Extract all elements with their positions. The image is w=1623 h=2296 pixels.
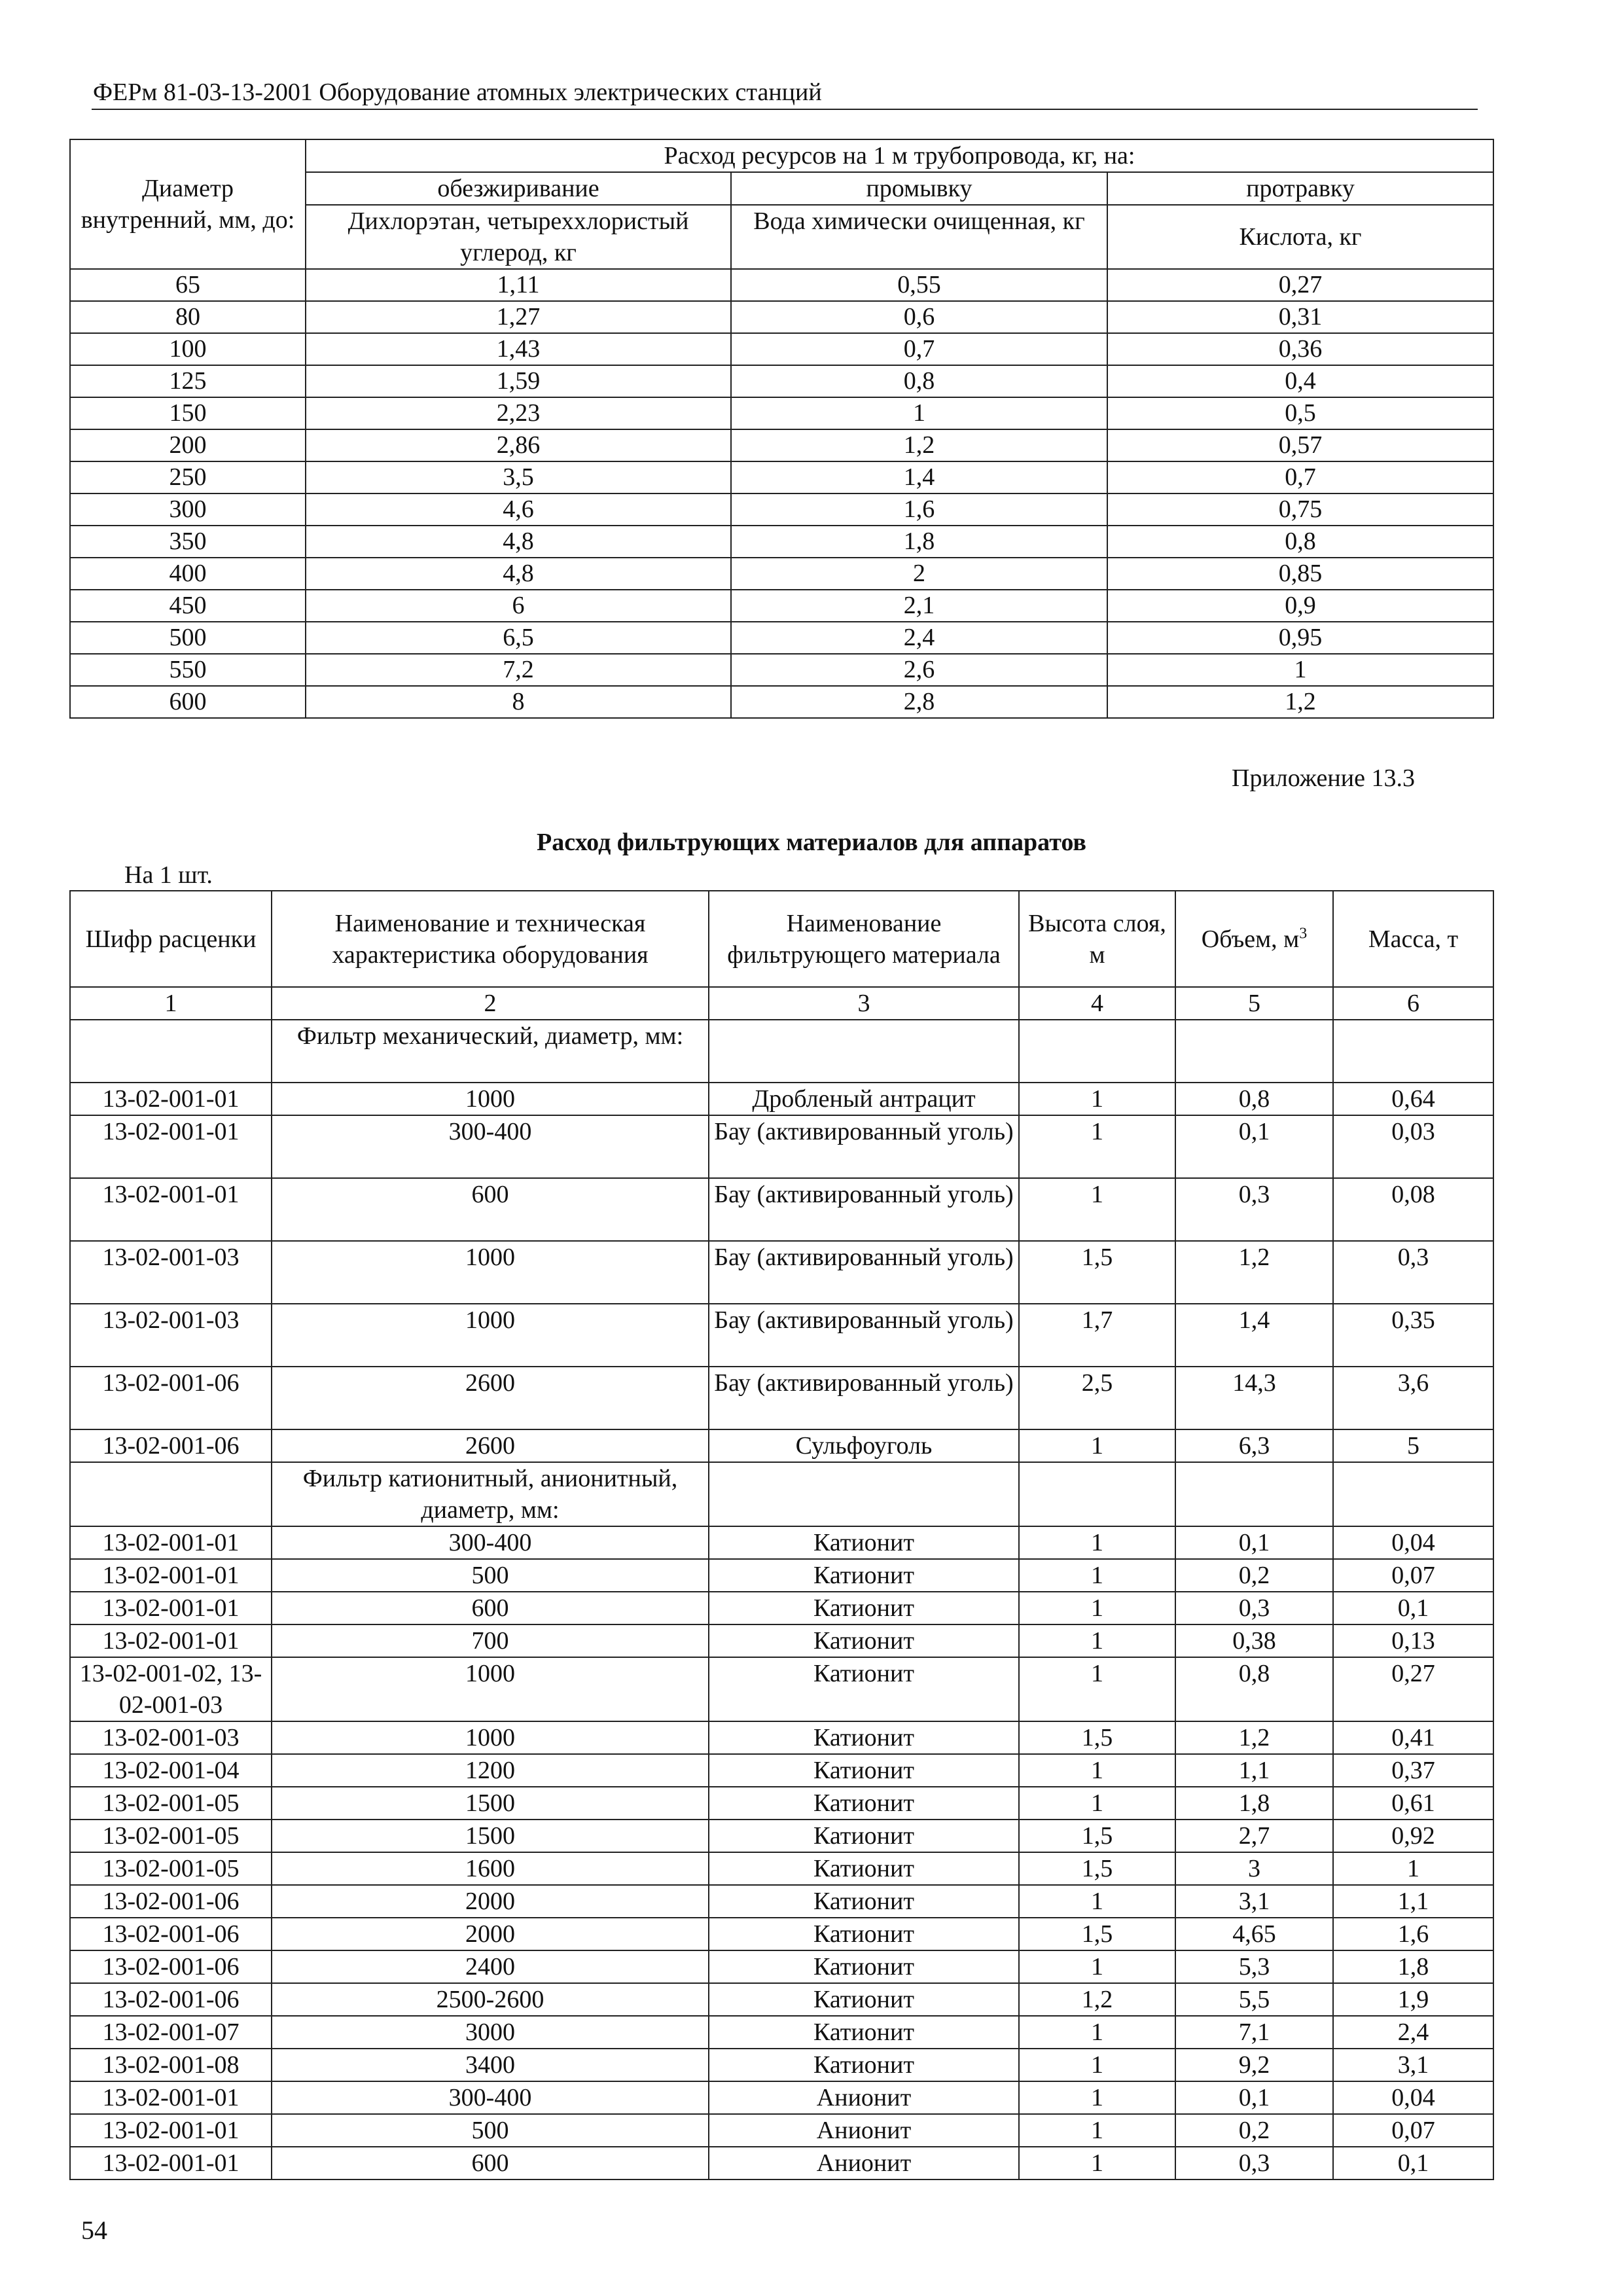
empty-cell bbox=[1019, 1462, 1175, 1526]
cell-volume: 0,2 bbox=[1175, 2114, 1333, 2147]
cell-degreasing: 1,27 bbox=[306, 301, 731, 333]
cell-material: Катионит bbox=[709, 1592, 1019, 1624]
cell-code: 13-02-001-03 bbox=[70, 1721, 272, 1754]
cell-code: 13-02-001-01 bbox=[70, 1559, 272, 1592]
table-row bbox=[70, 1367, 1493, 1429]
cell-degreasing: 4,8 bbox=[306, 526, 731, 558]
cell-height: 1,5 bbox=[1019, 1852, 1175, 1885]
table-row bbox=[70, 2016, 1493, 2049]
cell-degreasing: 4,8 bbox=[306, 558, 731, 590]
cell-mass: 2,4 bbox=[1333, 2016, 1493, 2049]
table-row bbox=[70, 1241, 1493, 1304]
cell-code: 13-02-001-01 bbox=[70, 1526, 272, 1559]
cell-material: Катионит bbox=[709, 1657, 1019, 1721]
cell-mass: 0,64 bbox=[1333, 1083, 1493, 1115]
cell-degreasing: 7,2 bbox=[306, 654, 731, 686]
cell-mass: 0,13 bbox=[1333, 1624, 1493, 1657]
cell-volume: 5,3 bbox=[1175, 1950, 1333, 1983]
cell-material: Катионит bbox=[709, 1950, 1019, 1983]
cell-material: Катионит bbox=[709, 1885, 1019, 1918]
cell-degreasing: 6,5 bbox=[306, 622, 731, 654]
cell-material: Бау (активированный уголь) bbox=[709, 1304, 1019, 1367]
cell-degreasing: 4,6 bbox=[306, 493, 731, 526]
cell-code: 13-02-001-01 bbox=[70, 1083, 272, 1115]
cell-etching: 0,5 bbox=[1107, 397, 1493, 429]
cell-height: 2,5 bbox=[1019, 1367, 1175, 1429]
table-row bbox=[70, 590, 1493, 622]
cell-flushing: 0,6 bbox=[731, 301, 1107, 333]
cell-degreasing: 3,5 bbox=[306, 461, 731, 493]
cell-height: 1,5 bbox=[1019, 1241, 1175, 1304]
cell-etching: 1,2 bbox=[1107, 686, 1493, 718]
cell-material: Бау (активированный уголь) bbox=[709, 1241, 1019, 1304]
cell-material: Катионит bbox=[709, 2049, 1019, 2081]
cell-material: Катионит bbox=[709, 1918, 1019, 1950]
cell-volume: 0,3 bbox=[1175, 1592, 1333, 1624]
cell-mass: 0,04 bbox=[1333, 2081, 1493, 2114]
filter-materials-title: Расход фильтрующих материалов для аппаратов bbox=[537, 829, 1086, 856]
table-row bbox=[70, 1624, 1493, 1657]
cell-name: 700 bbox=[272, 1624, 709, 1657]
cell-diameter: 350 bbox=[70, 526, 306, 558]
table-row bbox=[70, 397, 1493, 429]
cell-degreasing: 8 bbox=[306, 686, 731, 718]
running-header: ФЕРм 81-03-13-2001 Оборудование атомных электрических станций bbox=[93, 79, 822, 106]
cell-height: 1 bbox=[1019, 1624, 1175, 1657]
cell-mass: 0,37 bbox=[1333, 1754, 1493, 1787]
col-header-etching: протравку bbox=[1107, 172, 1493, 205]
cell-mass: 5 bbox=[1333, 1429, 1493, 1462]
cell-name: 300-400 bbox=[272, 2081, 709, 2114]
cell-name: 2000 bbox=[272, 1885, 709, 1918]
cell-height: 1,2 bbox=[1019, 1983, 1175, 2016]
filter-materials-table-body bbox=[70, 1020, 1493, 2179]
cell-diameter: 550 bbox=[70, 654, 306, 686]
cell-flushing: 2,4 bbox=[731, 622, 1107, 654]
col-header-code: Шифр расценки bbox=[70, 891, 272, 987]
cell-material: Анионит bbox=[709, 2147, 1019, 2179]
empty-cell bbox=[1333, 1020, 1493, 1083]
col-number-1: 1 bbox=[70, 987, 272, 1020]
col-header-flushing-material: Вода химически очищенная, кг bbox=[731, 205, 1107, 269]
cell-height: 1 bbox=[1019, 2114, 1175, 2147]
table-row bbox=[70, 558, 1493, 590]
cell-code: 13-02-001-01 bbox=[70, 1115, 272, 1178]
cell-material: Бау (активированный уголь) bbox=[709, 1178, 1019, 1241]
table-row bbox=[70, 429, 1493, 461]
cell-code: 13-02-001-04 bbox=[70, 1754, 272, 1787]
cell-code: 13-02-001-06 bbox=[70, 1429, 272, 1462]
cell-flushing: 2 bbox=[731, 558, 1107, 590]
cell-mass: 0,1 bbox=[1333, 2147, 1493, 2179]
cell-degreasing: 6 bbox=[306, 590, 731, 622]
cell-diameter: 150 bbox=[70, 397, 306, 429]
cell-diameter: 600 bbox=[70, 686, 306, 718]
table-row bbox=[70, 1754, 1493, 1787]
cell-mass: 0,3 bbox=[1333, 1241, 1493, 1304]
cell-height: 1 bbox=[1019, 1429, 1175, 1462]
table-row bbox=[70, 1885, 1493, 1918]
cell-code: 13-02-001-03 bbox=[70, 1304, 272, 1367]
cell-code: 13-02-001-01 bbox=[70, 2114, 272, 2147]
col-header-degreasing: обезжиривание bbox=[306, 172, 731, 205]
table-row bbox=[70, 1304, 1493, 1367]
cell-diameter: 125 bbox=[70, 365, 306, 397]
cell-height: 1,5 bbox=[1019, 1918, 1175, 1950]
cell-etching: 0,95 bbox=[1107, 622, 1493, 654]
unit-note: На 1 шт. bbox=[124, 861, 213, 889]
section-row bbox=[70, 1462, 1493, 1526]
cell-degreasing: 2,86 bbox=[306, 429, 731, 461]
cell-material: Катионит bbox=[709, 1721, 1019, 1754]
cell-mass: 0,35 bbox=[1333, 1304, 1493, 1367]
table-row bbox=[70, 461, 1493, 493]
cell-volume: 7,1 bbox=[1175, 2016, 1333, 2049]
empty-cell bbox=[709, 1462, 1019, 1526]
cell-mass: 1,8 bbox=[1333, 1950, 1493, 1983]
cell-name: 500 bbox=[272, 1559, 709, 1592]
cell-height: 1,5 bbox=[1019, 1820, 1175, 1852]
cell-name: 2000 bbox=[272, 1918, 709, 1950]
cell-name: 1000 bbox=[272, 1304, 709, 1367]
table-row bbox=[70, 365, 1493, 397]
cell-diameter: 250 bbox=[70, 461, 306, 493]
cell-name: 600 bbox=[272, 1592, 709, 1624]
cell-flushing: 0,8 bbox=[731, 365, 1107, 397]
cell-volume: 9,2 bbox=[1175, 2049, 1333, 2081]
col-number-2: 2 bbox=[272, 987, 709, 1020]
cell-volume: 1,1 bbox=[1175, 1754, 1333, 1787]
cell-volume: 1,8 bbox=[1175, 1787, 1333, 1820]
pipeline-resource-table bbox=[69, 139, 1494, 719]
cell-mass: 1,9 bbox=[1333, 1983, 1493, 2016]
cell-code: 13-02-001-03 bbox=[70, 1241, 272, 1304]
header-rule bbox=[92, 109, 1478, 110]
cell-height: 1 bbox=[1019, 1592, 1175, 1624]
cell-material: Катионит bbox=[709, 1526, 1019, 1559]
cell-height: 1,7 bbox=[1019, 1304, 1175, 1367]
cell-etching: 0,57 bbox=[1107, 429, 1493, 461]
empty-cell bbox=[1175, 1462, 1333, 1526]
page-number: 54 bbox=[81, 2215, 107, 2245]
empty-cell bbox=[709, 1020, 1019, 1083]
cell-material: Катионит bbox=[709, 1983, 1019, 2016]
cell-volume: 2,7 bbox=[1175, 1820, 1333, 1852]
col-header-resources: Расход ресурсов на 1 м трубопровода, кг, на: bbox=[306, 139, 1493, 172]
table-row bbox=[70, 654, 1493, 686]
cell-etching: 0,8 bbox=[1107, 526, 1493, 558]
cell-flushing: 2,1 bbox=[731, 590, 1107, 622]
col-header-volume bbox=[1175, 891, 1333, 987]
cell-etching: 0,7 bbox=[1107, 461, 1493, 493]
cell-material: Бау (активированный уголь) bbox=[709, 1367, 1019, 1429]
cell-height: 1 bbox=[1019, 1178, 1175, 1241]
cell-etching: 0,85 bbox=[1107, 558, 1493, 590]
cell-material: Катионит bbox=[709, 1820, 1019, 1852]
table-row bbox=[70, 1592, 1493, 1624]
cell-name: 2600 bbox=[272, 1367, 709, 1429]
cell-height: 1 bbox=[1019, 1115, 1175, 1178]
table-row bbox=[70, 2114, 1493, 2147]
cell-code: 13-02-001-06 bbox=[70, 1983, 272, 2016]
cell-code: 13-02-001-05 bbox=[70, 1820, 272, 1852]
cell-code: 13-02-001-06 bbox=[70, 1367, 272, 1429]
table-row bbox=[70, 1950, 1493, 1983]
cell-mass: 1 bbox=[1333, 1852, 1493, 1885]
cell-material: Анионит bbox=[709, 2114, 1019, 2147]
col-header-degreasing-material: Дихлорэтан, четыреххлористый углерод, кг bbox=[306, 205, 731, 269]
empty-cell bbox=[70, 1020, 272, 1083]
table-row bbox=[70, 1852, 1493, 1885]
cell-mass: 0,04 bbox=[1333, 1526, 1493, 1559]
cell-flushing: 1,4 bbox=[731, 461, 1107, 493]
cell-diameter: 300 bbox=[70, 493, 306, 526]
cell-material: Анионит bbox=[709, 2081, 1019, 2114]
appendix-label: Приложение 13.3 bbox=[1232, 764, 1415, 792]
cell-etching: 0,31 bbox=[1107, 301, 1493, 333]
cell-flushing: 1,2 bbox=[731, 429, 1107, 461]
col-header-diameter: Диаметр внутренний, мм, до: bbox=[70, 139, 306, 269]
cell-flushing: 1 bbox=[731, 397, 1107, 429]
cell-height: 1 bbox=[1019, 1787, 1175, 1820]
cell-name: 600 bbox=[272, 2147, 709, 2179]
cell-material: Дробленый антрацит bbox=[709, 1083, 1019, 1115]
cell-code: 13-02-001-05 bbox=[70, 1787, 272, 1820]
cell-code: 13-02-001-08 bbox=[70, 2049, 272, 2081]
table-row bbox=[70, 2049, 1493, 2081]
cell-code: 13-02-001-01 bbox=[70, 1592, 272, 1624]
cell-volume: 0,3 bbox=[1175, 1178, 1333, 1241]
cell-etching: 0,4 bbox=[1107, 365, 1493, 397]
cell-etching: 0,36 bbox=[1107, 333, 1493, 365]
cell-volume: 3,1 bbox=[1175, 1885, 1333, 1918]
cell-name: 300-400 bbox=[272, 1115, 709, 1178]
cell-material: Катионит bbox=[709, 1754, 1019, 1787]
cell-diameter: 450 bbox=[70, 590, 306, 622]
cell-height: 1 bbox=[1019, 1950, 1175, 1983]
section-title: Фильтр механический, диаметр, мм: bbox=[272, 1020, 709, 1083]
cell-flushing: 0,7 bbox=[731, 333, 1107, 365]
cell-volume: 3 bbox=[1175, 1852, 1333, 1885]
cell-etching: 1 bbox=[1107, 654, 1493, 686]
col-header-etching-material: Кислота, кг bbox=[1107, 205, 1493, 269]
empty-cell bbox=[1175, 1020, 1333, 1083]
cell-flushing: 2,8 bbox=[731, 686, 1107, 718]
cell-mass: 0,08 bbox=[1333, 1178, 1493, 1241]
cell-name: 1000 bbox=[272, 1241, 709, 1304]
cell-volume: 1,2 bbox=[1175, 1721, 1333, 1754]
cell-mass: 1,6 bbox=[1333, 1918, 1493, 1950]
table-row bbox=[70, 1820, 1493, 1852]
cell-height: 1 bbox=[1019, 2081, 1175, 2114]
cell-height: 1 bbox=[1019, 1657, 1175, 1721]
table-row bbox=[70, 1526, 1493, 1559]
table-row bbox=[70, 2147, 1493, 2179]
cell-code: 13-02-001-06 bbox=[70, 1950, 272, 1983]
col-header-filter-material: Наименование фильтрующего материала bbox=[709, 891, 1019, 987]
cell-code: 13-02-001-07 bbox=[70, 2016, 272, 2049]
table-row bbox=[70, 1787, 1493, 1820]
cell-code: 13-02-001-01 bbox=[70, 1178, 272, 1241]
cell-code: 13-02-001-01 bbox=[70, 2081, 272, 2114]
cell-code: 13-02-001-06 bbox=[70, 1885, 272, 1918]
cell-flushing: 2,6 bbox=[731, 654, 1107, 686]
cell-code: 13-02-001-06 bbox=[70, 1918, 272, 1950]
cell-name: 1000 bbox=[272, 1657, 709, 1721]
table-row bbox=[70, 1983, 1493, 2016]
cell-mass: 0,27 bbox=[1333, 1657, 1493, 1721]
cell-diameter: 400 bbox=[70, 558, 306, 590]
cell-flushing: 1,8 bbox=[731, 526, 1107, 558]
cell-name: 1500 bbox=[272, 1787, 709, 1820]
cell-name: 1000 bbox=[272, 1083, 709, 1115]
cell-mass: 3,6 bbox=[1333, 1367, 1493, 1429]
volume-label: Объем, м bbox=[1201, 925, 1300, 953]
cell-mass: 1,1 bbox=[1333, 1885, 1493, 1918]
cell-mass: 0,1 bbox=[1333, 1592, 1493, 1624]
cell-volume: 0,8 bbox=[1175, 1657, 1333, 1721]
filter-materials-table bbox=[69, 890, 1494, 2180]
cell-volume: 0,1 bbox=[1175, 1115, 1333, 1178]
cell-name: 1500 bbox=[272, 1820, 709, 1852]
cell-diameter: 65 bbox=[70, 269, 306, 301]
cell-mass: 0,61 bbox=[1333, 1787, 1493, 1820]
cell-name: 2400 bbox=[272, 1950, 709, 1983]
cell-mass: 0,03 bbox=[1333, 1115, 1493, 1178]
table-row bbox=[70, 301, 1493, 333]
col-header-layer-height: Высота слоя, м bbox=[1019, 891, 1175, 987]
cell-diameter: 80 bbox=[70, 301, 306, 333]
cell-mass: 3,1 bbox=[1333, 2049, 1493, 2081]
col-header-mass: Масса, т bbox=[1333, 891, 1493, 987]
cell-diameter: 200 bbox=[70, 429, 306, 461]
cell-volume: 4,65 bbox=[1175, 1918, 1333, 1950]
cell-degreasing: 1,11 bbox=[306, 269, 731, 301]
empty-cell bbox=[1019, 1020, 1175, 1083]
col-number-6: 6 bbox=[1333, 987, 1493, 1020]
cell-volume: 6,3 bbox=[1175, 1429, 1333, 1462]
cell-flushing: 1,6 bbox=[731, 493, 1107, 526]
cell-name: 2500-2600 bbox=[272, 1983, 709, 2016]
cell-height: 1 bbox=[1019, 2049, 1175, 2081]
table-row bbox=[70, 1721, 1493, 1754]
cell-etching: 0,27 bbox=[1107, 269, 1493, 301]
cell-flushing: 0,55 bbox=[731, 269, 1107, 301]
volume-unit-exponent: 3 bbox=[1299, 924, 1308, 942]
table-row bbox=[70, 1559, 1493, 1592]
cell-volume: 0,2 bbox=[1175, 1559, 1333, 1592]
cell-name: 1600 bbox=[272, 1852, 709, 1885]
cell-code: 13-02-001-01 bbox=[70, 2147, 272, 2179]
cell-material: Бау (активированный уголь) bbox=[709, 1115, 1019, 1178]
cell-name: 500 bbox=[272, 2114, 709, 2147]
cell-height: 1 bbox=[1019, 1559, 1175, 1592]
table-row bbox=[70, 1178, 1493, 1241]
cell-name: 1200 bbox=[272, 1754, 709, 1787]
col-number-5: 5 bbox=[1175, 987, 1333, 1020]
cell-name: 1000 bbox=[272, 1721, 709, 1754]
cell-degreasing: 2,23 bbox=[306, 397, 731, 429]
cell-height: 1,5 bbox=[1019, 1721, 1175, 1754]
col-number-4: 4 bbox=[1019, 987, 1175, 1020]
cell-height: 1 bbox=[1019, 2147, 1175, 2179]
empty-cell bbox=[1333, 1462, 1493, 1526]
cell-height: 1 bbox=[1019, 2016, 1175, 2049]
cell-volume: 0,1 bbox=[1175, 2081, 1333, 2114]
cell-height: 1 bbox=[1019, 1754, 1175, 1787]
cell-mass: 0,41 bbox=[1333, 1721, 1493, 1754]
table-row bbox=[70, 526, 1493, 558]
section-title: Фильтр катионитный, анионитный, диаметр, мм: bbox=[272, 1462, 709, 1526]
cell-volume: 1,2 bbox=[1175, 1241, 1333, 1304]
cell-name: 3000 bbox=[272, 2016, 709, 2049]
cell-etching: 0,75 bbox=[1107, 493, 1493, 526]
cell-volume: 0,3 bbox=[1175, 2147, 1333, 2179]
cell-name: 300-400 bbox=[272, 1526, 709, 1559]
col-number-3: 3 bbox=[709, 987, 1019, 1020]
cell-volume: 0,8 bbox=[1175, 1083, 1333, 1115]
cell-material: Катионит bbox=[709, 1624, 1019, 1657]
cell-volume: 1,4 bbox=[1175, 1304, 1333, 1367]
table-row bbox=[70, 1083, 1493, 1115]
cell-degreasing: 1,43 bbox=[306, 333, 731, 365]
table-row bbox=[70, 2081, 1493, 2114]
table-row bbox=[70, 1429, 1493, 1462]
cell-mass: 0,07 bbox=[1333, 1559, 1493, 1592]
cell-material: Катионит bbox=[709, 1559, 1019, 1592]
cell-code: 13-02-001-02, 13-02-001-03 bbox=[70, 1657, 272, 1721]
cell-degreasing: 1,59 bbox=[306, 365, 731, 397]
cell-height: 1 bbox=[1019, 1526, 1175, 1559]
cell-code: 13-02-001-01 bbox=[70, 1624, 272, 1657]
empty-cell bbox=[70, 1462, 272, 1526]
table-row bbox=[70, 333, 1493, 365]
table-row bbox=[70, 622, 1493, 654]
cell-volume: 5,5 bbox=[1175, 1983, 1333, 2016]
table-row bbox=[70, 493, 1493, 526]
cell-material: Катионит bbox=[709, 2016, 1019, 2049]
cell-etching: 0,9 bbox=[1107, 590, 1493, 622]
cell-material: Катионит bbox=[709, 1787, 1019, 1820]
cell-mass: 0,07 bbox=[1333, 2114, 1493, 2147]
cell-volume: 14,3 bbox=[1175, 1367, 1333, 1429]
table-row bbox=[70, 1657, 1493, 1721]
col-header-equipment: Наименование и техническая характеристика оборудования bbox=[272, 891, 709, 987]
cell-code: 13-02-001-05 bbox=[70, 1852, 272, 1885]
cell-material: Сульфоуголь bbox=[709, 1429, 1019, 1462]
cell-height: 1 bbox=[1019, 1083, 1175, 1115]
col-header-flushing: промывку bbox=[731, 172, 1107, 205]
cell-volume: 0,38 bbox=[1175, 1624, 1333, 1657]
cell-volume: 0,1 bbox=[1175, 1526, 1333, 1559]
table-row bbox=[70, 1918, 1493, 1950]
cell-diameter: 100 bbox=[70, 333, 306, 365]
section-row bbox=[70, 1020, 1493, 1083]
table-row bbox=[70, 1115, 1493, 1178]
table-row bbox=[70, 686, 1493, 718]
cell-diameter: 500 bbox=[70, 622, 306, 654]
cell-name: 600 bbox=[272, 1178, 709, 1241]
cell-name: 3400 bbox=[272, 2049, 709, 2081]
cell-mass: 0,92 bbox=[1333, 1820, 1493, 1852]
cell-name: 2600 bbox=[272, 1429, 709, 1462]
cell-height: 1 bbox=[1019, 1885, 1175, 1918]
pipeline-resource-table-body bbox=[70, 269, 1493, 718]
table-row bbox=[70, 269, 1493, 301]
cell-material: Катионит bbox=[709, 1852, 1019, 1885]
